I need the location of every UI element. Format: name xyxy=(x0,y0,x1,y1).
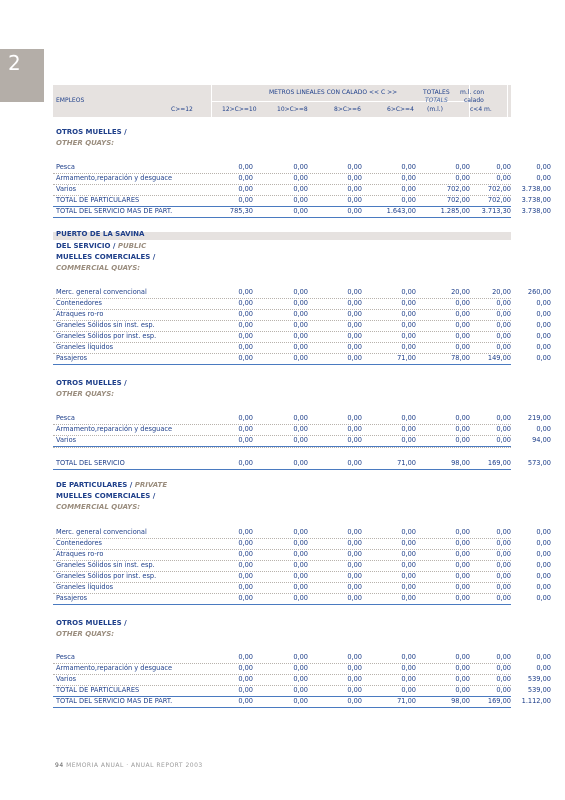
cell-col-1: 0,00 xyxy=(238,561,253,569)
cell-col-6: 0,00 xyxy=(496,550,511,558)
cell-col-3: 0,00 xyxy=(347,332,362,340)
header-totales-unit: (m.l.) xyxy=(427,106,444,113)
cell-col-3: 0,00 xyxy=(347,425,362,433)
cell-col-5: 0,00 xyxy=(455,343,470,351)
table-row xyxy=(53,353,551,365)
cell-col-7: 0,00 xyxy=(536,572,551,580)
cell-col-2: 0,00 xyxy=(293,550,308,558)
cell-col-1: 0,00 xyxy=(238,174,253,182)
cell-col-3: 0,00 xyxy=(347,675,362,683)
cell-col-2: 0,00 xyxy=(293,414,308,422)
cell-col-7: 0,00 xyxy=(536,583,551,591)
cell-col-5: 0,00 xyxy=(455,310,470,318)
cell-col-3: 0,00 xyxy=(347,196,362,204)
row-divider xyxy=(53,447,511,448)
row-label: TOTAL DEL SERVICIO xyxy=(56,459,125,467)
cell-col-4: 0,00 xyxy=(401,343,416,351)
header-group-title: METROS LINEALES CON CALADO << C >> xyxy=(269,89,398,96)
cell-col-5: 0,00 xyxy=(455,174,470,182)
cell-col-1: 0,00 xyxy=(238,425,253,433)
cell-col-5: 0,00 xyxy=(455,653,470,661)
row-label: Armamento,reparación y desguace xyxy=(56,174,173,182)
cell-col-2: 0,00 xyxy=(293,174,308,182)
cell-col-1: 0,00 xyxy=(238,653,253,661)
cell-col-2: 0,00 xyxy=(293,572,308,580)
cell-col-5: 0,00 xyxy=(455,528,470,536)
cell-col-4: 0,00 xyxy=(401,310,416,318)
cell-col-5: 0,00 xyxy=(455,163,470,171)
cell-col-7: 0,00 xyxy=(536,561,551,569)
cell-col-4: 0,00 xyxy=(401,163,416,171)
cell-col-2: 0,00 xyxy=(293,539,308,547)
cell-col-7: 0,00 xyxy=(536,332,551,340)
cell-col-1: 0,00 xyxy=(238,414,253,422)
cell-col-5: 78,00 xyxy=(451,354,470,362)
cell-col-2: 0,00 xyxy=(293,686,308,694)
section-title: PUERTO DE LA SAVINA xyxy=(56,230,145,238)
table-header xyxy=(53,85,511,117)
cell-col-4: 71,00 xyxy=(397,459,416,467)
header-col-1: C>=12 xyxy=(171,106,193,113)
cell-col-5: 0,00 xyxy=(455,539,470,547)
cell-col-2: 0,00 xyxy=(293,459,308,467)
cell-col-1: 0,00 xyxy=(238,539,253,547)
cell-col-4: 0,00 xyxy=(401,321,416,329)
cell-col-2: 0,00 xyxy=(293,196,308,204)
row-label: TOTAL DE PARTICULARES xyxy=(56,196,140,204)
header-empleos: EMPLEOS xyxy=(56,97,85,104)
cell-col-7: 0,00 xyxy=(536,425,551,433)
cell-col-1: 0,00 xyxy=(238,572,253,580)
cell-col-1: 0,00 xyxy=(238,686,253,694)
cell-col-1: 0,00 xyxy=(238,288,253,296)
cell-col-6: 0,00 xyxy=(496,528,511,536)
chapter-tab xyxy=(0,49,44,102)
cell-col-1: 0,00 xyxy=(238,675,253,683)
section-title: DE PARTICULARES / PRIVATE xyxy=(56,481,168,489)
cell-col-7: 0,00 xyxy=(536,528,551,536)
cell-col-7: 0,00 xyxy=(536,343,551,351)
cell-col-6: 20,00 xyxy=(492,288,511,296)
section-title: DEL SERVICIO / PUBLIC xyxy=(56,242,147,250)
cell-col-1: 0,00 xyxy=(238,310,253,318)
cell-col-7: 539,00 xyxy=(527,686,551,694)
cell-col-2: 0,00 xyxy=(293,675,308,683)
cell-col-2: 0,00 xyxy=(293,343,308,351)
cell-col-3: 0,00 xyxy=(347,594,362,602)
cell-col-3: 0,00 xyxy=(347,321,362,329)
row-label: Pasajeros xyxy=(56,354,88,362)
cell-col-4: 0,00 xyxy=(401,185,416,193)
cell-col-5: 0,00 xyxy=(455,299,470,307)
cell-col-6: 0,00 xyxy=(496,321,511,329)
cell-col-1: 0,00 xyxy=(238,459,253,467)
cell-col-5: 0,00 xyxy=(455,583,470,591)
cell-col-1: 0,00 xyxy=(238,299,253,307)
cell-col-3: 0,00 xyxy=(347,174,362,182)
cell-col-5: 0,00 xyxy=(455,675,470,683)
cell-col-7: 0,00 xyxy=(536,550,551,558)
section-title: MUELLES COMERCIALES / xyxy=(56,492,156,500)
row-label: TOTAL DEL SERVICIO MAS DE PART. xyxy=(56,207,173,215)
cell-col-6: 169,00 xyxy=(487,697,511,705)
cell-col-4: 0,00 xyxy=(401,561,416,569)
cell-col-3: 0,00 xyxy=(347,686,362,694)
cell-col-4: 0,00 xyxy=(401,425,416,433)
cell-col-2: 0,00 xyxy=(293,436,308,444)
cell-col-1: 785,30 xyxy=(229,207,253,215)
cell-col-4: 0,00 xyxy=(401,414,416,422)
cell-col-1: 0,00 xyxy=(238,196,253,204)
cell-col-6: 0,00 xyxy=(496,664,511,672)
section-title: OTROS MUELLES / xyxy=(56,619,127,627)
cell-col-4: 1.643,00 xyxy=(386,207,416,215)
cell-col-5: 0,00 xyxy=(455,425,470,433)
cell-col-2: 0,00 xyxy=(293,288,308,296)
cell-col-3: 0,00 xyxy=(347,653,362,661)
cell-col-3: 0,00 xyxy=(347,288,362,296)
cell-col-5: 0,00 xyxy=(455,414,470,422)
row-label: Atraques ro-ro xyxy=(56,550,104,558)
cell-col-7: 0,00 xyxy=(536,174,551,182)
row-label: Varios xyxy=(56,185,77,193)
cell-col-5: 0,00 xyxy=(455,572,470,580)
row-label: Varios xyxy=(56,675,77,683)
cell-col-5: 0,00 xyxy=(455,664,470,672)
cell-col-1: 0,00 xyxy=(238,528,253,536)
cell-col-6: 0,00 xyxy=(496,174,511,182)
table-row xyxy=(53,696,551,708)
row-label: Armamento,reparación y desguace xyxy=(56,425,173,433)
cell-col-2: 0,00 xyxy=(293,697,308,705)
cell-col-7: 1.112,00 xyxy=(521,697,551,705)
row-label: Graneles Sólidos por inst. esp. xyxy=(56,572,157,580)
header-col-4: 8>C>=6 xyxy=(334,106,361,113)
row-label: Pesca xyxy=(56,653,75,661)
row-label: Armamento,reparación y desguace xyxy=(56,664,173,672)
row-label: TOTAL DE PARTICULARES xyxy=(56,686,140,694)
cell-col-4: 0,00 xyxy=(401,299,416,307)
cell-col-5: 0,00 xyxy=(455,594,470,602)
cell-col-1: 0,00 xyxy=(238,550,253,558)
cell-col-3: 0,00 xyxy=(347,299,362,307)
cell-col-6: 702,00 xyxy=(487,196,511,204)
cell-col-3: 0,00 xyxy=(347,539,362,547)
cell-col-5: 0,00 xyxy=(455,550,470,558)
cell-col-6: 702,00 xyxy=(487,185,511,193)
cell-col-7: 539,00 xyxy=(527,675,551,683)
cell-col-2: 0,00 xyxy=(293,425,308,433)
cell-col-4: 0,00 xyxy=(401,594,416,602)
cell-col-1: 0,00 xyxy=(238,163,253,171)
section-title: OTROS MUELLES / xyxy=(56,379,127,387)
row-label: Pesca xyxy=(56,163,75,171)
section-title-en: OTHER QUAYS: xyxy=(56,390,115,398)
section-title: OTROS MUELLES / xyxy=(56,128,127,136)
cell-col-4: 0,00 xyxy=(401,436,416,444)
cell-col-2: 0,00 xyxy=(293,561,308,569)
cell-col-6: 0,00 xyxy=(496,332,511,340)
cell-col-6: 0,00 xyxy=(496,675,511,683)
row-label: TOTAL DEL SERVICIO MAS DE PART. xyxy=(56,697,173,705)
cell-col-1: 0,00 xyxy=(238,332,253,340)
header-ml-con: m.l. con xyxy=(460,89,485,96)
cell-col-6: 0,00 xyxy=(496,561,511,569)
cell-col-4: 0,00 xyxy=(401,539,416,547)
table-row xyxy=(53,593,551,605)
cell-col-5: 0,00 xyxy=(455,436,470,444)
cell-col-2: 0,00 xyxy=(293,354,308,362)
cell-col-4: 0,00 xyxy=(401,664,416,672)
section-title-en: OTHER QUAYS: xyxy=(56,630,115,638)
header-divider xyxy=(507,85,508,117)
cell-col-1: 0,00 xyxy=(238,354,253,362)
cell-col-6: 0,00 xyxy=(496,594,511,602)
cell-col-6: 0,00 xyxy=(496,583,511,591)
cell-col-7: 0,00 xyxy=(536,354,551,362)
cell-col-1: 0,00 xyxy=(238,583,253,591)
cell-col-3: 0,00 xyxy=(347,561,362,569)
row-label: Merc. general convencional xyxy=(56,528,147,536)
cell-col-3: 0,00 xyxy=(347,664,362,672)
cell-col-2: 0,00 xyxy=(293,207,308,215)
cell-col-7: 0,00 xyxy=(536,321,551,329)
cell-col-5: 0,00 xyxy=(455,321,470,329)
cell-col-4: 0,00 xyxy=(401,288,416,296)
cell-col-4: 0,00 xyxy=(401,174,416,182)
cell-col-3: 0,00 xyxy=(347,163,362,171)
cell-col-7: 0,00 xyxy=(536,664,551,672)
cell-col-5: 0,00 xyxy=(455,686,470,694)
cell-col-7: 0,00 xyxy=(536,299,551,307)
header-c-lt4: c<4 m. xyxy=(470,106,492,113)
cell-col-7: 3.738,00 xyxy=(521,207,551,215)
cell-col-3: 0,00 xyxy=(347,343,362,351)
cell-col-5: 0,00 xyxy=(455,332,470,340)
cell-col-7: 219,00 xyxy=(527,414,551,422)
cell-col-6: 0,00 xyxy=(496,425,511,433)
cell-col-3: 0,00 xyxy=(347,354,362,362)
cell-col-7: 573,00 xyxy=(527,459,551,467)
cell-col-1: 0,00 xyxy=(238,697,253,705)
cell-col-1: 0,00 xyxy=(238,594,253,602)
cell-col-2: 0,00 xyxy=(293,594,308,602)
cell-col-2: 0,00 xyxy=(293,185,308,193)
cell-col-4: 0,00 xyxy=(401,572,416,580)
cell-col-3: 0,00 xyxy=(347,310,362,318)
section-title-en: COMMERCIAL QUAYS: xyxy=(56,264,141,272)
cell-col-6: 3.713,30 xyxy=(481,207,511,215)
cell-col-7: 3.738,00 xyxy=(521,196,551,204)
cell-col-4: 0,00 xyxy=(401,528,416,536)
cell-col-3: 0,00 xyxy=(347,414,362,422)
cell-col-1: 0,00 xyxy=(238,321,253,329)
row-label: Atraques ro-ro xyxy=(56,310,104,318)
cell-col-4: 0,00 xyxy=(401,675,416,683)
cell-col-5: 98,00 xyxy=(451,697,470,705)
cell-col-3: 0,00 xyxy=(347,697,362,705)
cell-col-1: 0,00 xyxy=(238,343,253,351)
header-totales: TOTALES xyxy=(423,89,450,96)
cell-col-6: 0,00 xyxy=(496,653,511,661)
cell-col-3: 0,00 xyxy=(347,459,362,467)
cell-col-3: 0,00 xyxy=(347,550,362,558)
row-label: Graneles líquidos xyxy=(56,583,114,591)
header-totals: TOTALS xyxy=(425,97,448,104)
cell-col-3: 0,00 xyxy=(347,185,362,193)
header-col-2: 12>C>=10 xyxy=(222,106,257,113)
cell-col-2: 0,00 xyxy=(293,583,308,591)
chapter-number: 2 xyxy=(8,51,21,75)
cell-col-6: 149,00 xyxy=(487,354,511,362)
header-calado: calado xyxy=(464,97,484,104)
cell-col-4: 71,00 xyxy=(397,354,416,362)
cell-col-4: 0,00 xyxy=(401,583,416,591)
cell-col-7: 0,00 xyxy=(536,310,551,318)
cell-col-7: 94,00 xyxy=(532,436,551,444)
cell-col-3: 0,00 xyxy=(347,572,362,580)
page-footer xyxy=(55,762,203,769)
row-label: Contenedores xyxy=(56,299,102,307)
cell-col-2: 0,00 xyxy=(293,653,308,661)
cell-col-4: 0,00 xyxy=(401,686,416,694)
cell-col-3: 0,00 xyxy=(347,436,362,444)
cell-col-6: 0,00 xyxy=(496,414,511,422)
cell-col-7: 3.738,00 xyxy=(521,185,551,193)
row-label: Merc. general convencional xyxy=(56,288,147,296)
cell-col-2: 0,00 xyxy=(293,321,308,329)
cell-col-3: 0,00 xyxy=(347,583,362,591)
cell-col-5: 702,00 xyxy=(446,185,470,193)
header-col-5: 6>C>=4 xyxy=(387,106,414,113)
cell-col-6: 0,00 xyxy=(496,686,511,694)
cell-col-1: 0,00 xyxy=(238,664,253,672)
cell-col-4: 0,00 xyxy=(401,653,416,661)
cell-col-3: 0,00 xyxy=(347,207,362,215)
cell-col-2: 0,00 xyxy=(293,332,308,340)
cell-col-7: 0,00 xyxy=(536,653,551,661)
cell-col-2: 0,00 xyxy=(293,664,308,672)
footer-text: MEMORIA ANUAL · ANUAL REPORT 2003 xyxy=(66,762,203,769)
cell-col-6: 0,00 xyxy=(496,539,511,547)
cell-col-4: 0,00 xyxy=(401,196,416,204)
cell-col-6: 0,00 xyxy=(496,343,511,351)
cell-col-7: 0,00 xyxy=(536,594,551,602)
cell-col-6: 0,00 xyxy=(496,572,511,580)
cell-col-6: 0,00 xyxy=(496,310,511,318)
cell-col-3: 0,00 xyxy=(347,528,362,536)
cell-col-2: 0,00 xyxy=(293,299,308,307)
cell-col-2: 0,00 xyxy=(293,310,308,318)
row-label: Varios xyxy=(56,436,77,444)
cell-col-2: 0,00 xyxy=(293,163,308,171)
cell-col-4: 0,00 xyxy=(401,550,416,558)
footer-page-number: 94 xyxy=(55,762,64,769)
table-row xyxy=(53,435,551,447)
cell-col-7: 0,00 xyxy=(536,163,551,171)
row-label: Graneles Sólidos sin inst. esp. xyxy=(56,321,155,329)
cell-col-4: 71,00 xyxy=(397,697,416,705)
section-title-en: OTHER QUAYS: xyxy=(56,139,115,147)
header-col-3: 10>C>=8 xyxy=(277,106,308,113)
row-label: Pasajeros xyxy=(56,594,88,602)
cell-col-1: 0,00 xyxy=(238,436,253,444)
section-title-en: COMMERCIAL QUAYS: xyxy=(56,503,141,511)
cell-col-5: 98,00 xyxy=(451,459,470,467)
row-label: Graneles líquidos xyxy=(56,343,114,351)
section-title: MUELLES COMERCIALES / xyxy=(56,253,156,261)
cell-col-7: 260,00 xyxy=(527,288,551,296)
table-row xyxy=(53,206,551,218)
cell-col-7: 0,00 xyxy=(536,539,551,547)
cell-col-6: 169,00 xyxy=(487,459,511,467)
cell-col-6: 0,00 xyxy=(496,299,511,307)
cell-col-5: 1.285,00 xyxy=(440,207,470,215)
cell-col-5: 702,00 xyxy=(446,196,470,204)
cell-col-2: 0,00 xyxy=(293,528,308,536)
cell-col-4: 0,00 xyxy=(401,332,416,340)
row-label: Pesca xyxy=(56,414,75,422)
row-label: Graneles Sólidos sin inst. esp. xyxy=(56,561,155,569)
table-row xyxy=(53,458,551,470)
row-label: Contenedores xyxy=(56,539,102,547)
cell-col-1: 0,00 xyxy=(238,185,253,193)
cell-col-5: 20,00 xyxy=(451,288,470,296)
row-label: Graneles Sólidos por inst. esp. xyxy=(56,332,157,340)
cell-col-6: 0,00 xyxy=(496,436,511,444)
cell-col-6: 0,00 xyxy=(496,163,511,171)
cell-col-5: 0,00 xyxy=(455,561,470,569)
